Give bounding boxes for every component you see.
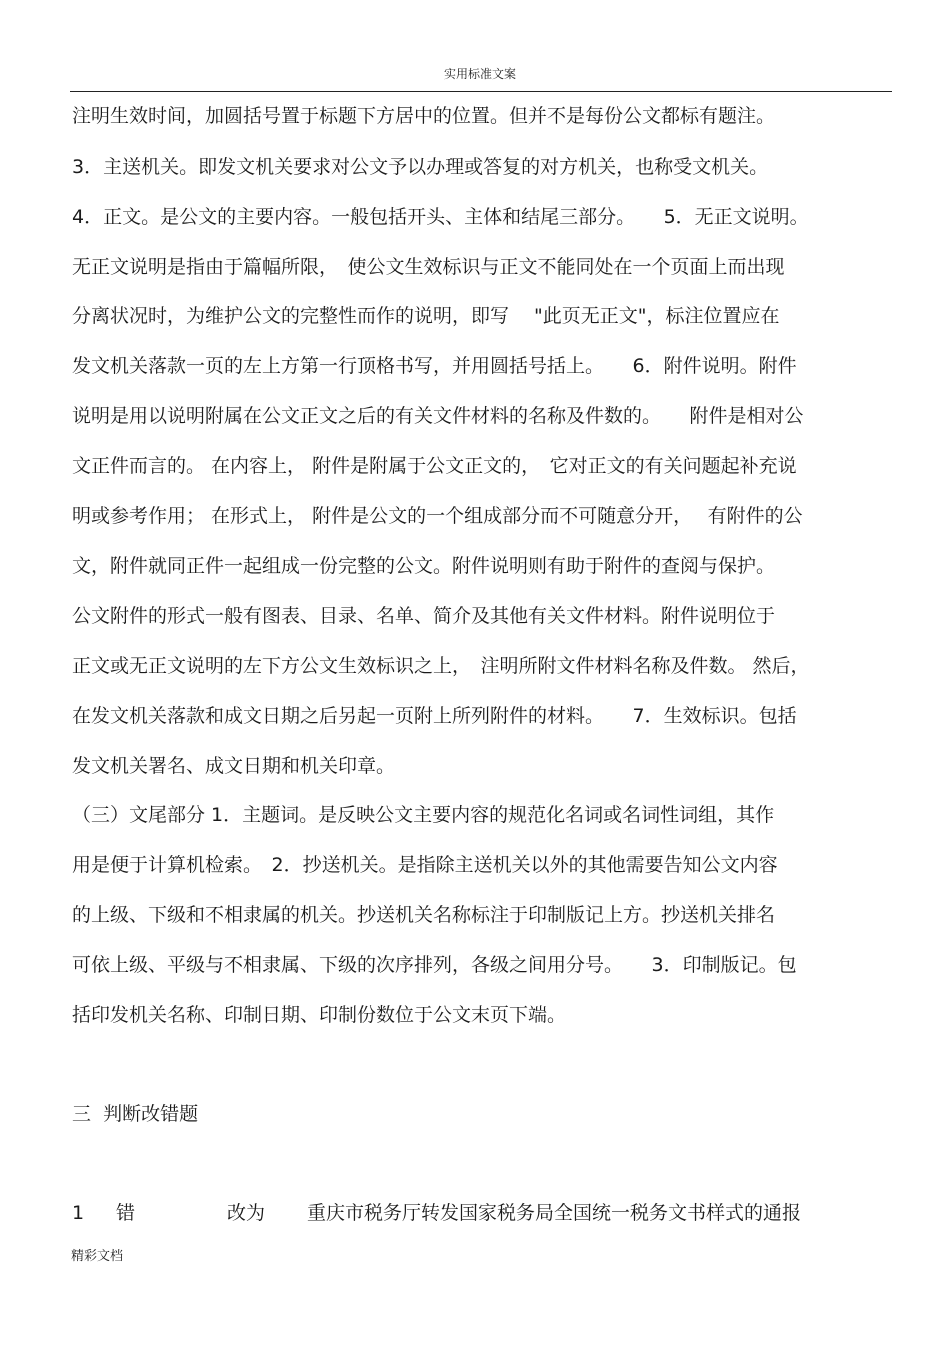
text-line: 文，附件就同正件一起组成一份完整的公文。附件说明则有助于附件的查阅与保护。 [72, 555, 776, 577]
text-line: 公文附件的形式一般有图表、目录、名单、简介及其他有关文件材料。附件说明位于 [72, 605, 776, 627]
text-line: 3．主送机关。即发文机关要求对公文予以办理或答复的对方机关，也称受文机关。 [72, 156, 769, 178]
text-line: 4．正文。是公文的主要内容。一般包括开头、主体和结尾三部分。 5．无正文说明。 [72, 206, 809, 228]
answer-number: 1 [72, 1202, 85, 1224]
answer-verdict: 错 [116, 1202, 136, 1224]
header-divider [70, 91, 892, 92]
section-heading: 三 判断改错题 [72, 1103, 199, 1125]
text-line: 注明生效时间，加圆括号置于标题下方居中的位置。但并不是每份公文都标有题注。 [72, 105, 776, 127]
answer-change-label: 改为 [227, 1202, 266, 1224]
page-header-title: 实用标准文案 [443, 67, 516, 81]
text-line: 正文或无正文说明的左下方公文生效标识之上， 注明所附文件材料名称及件数。 然后， [72, 655, 810, 677]
text-line: 用是便于计算机检索。 2．抄送机关。是指除主送机关以外的其他需要告知公文内容 [72, 854, 778, 876]
text-line: 分离状况时，为维护公文的完整性而作的说明，即写 "此页无正文"，标注位置应在 [72, 305, 780, 327]
text-line: 发文机关署名、成文日期和机关印章。 [72, 755, 396, 777]
text-line: 在发文机关落款和成文日期之后另起一页附上所列附件的材料。 7．生效标识。包括 [72, 705, 797, 727]
text-line: 文正件而言的。 在内容上， 附件是附属于公文正文的， 它对正文的有关问题起补充说 [72, 455, 797, 477]
text-line: 说明是用以说明附属在公文正文之后的有关文件材料的名称及件数的。 附件是相对公 [72, 405, 804, 427]
text-line: 括印发机关名称、印制日期、印制份数位于公文末页下端。 [72, 1004, 567, 1026]
text-line: 明或参考作用； 在形式上， 附件是公文的一个组成部分而不可随意分开， 有附件的公 [72, 505, 803, 527]
text-line: 可依上级、平级与不相隶属、下级的次序排列，各级之间用分号。 3．印制版记。包 [72, 954, 797, 976]
text-line: （三）文尾部分 1．主题词。是反映公文主要内容的规范化名词或名词性词组，其作 [72, 804, 775, 826]
answer-content: 重庆市税务厅转发国家税务局全国统一税务文书样式的通报 [307, 1202, 802, 1224]
text-line: 无正文说明是指由于篇幅所限， 使公文生效标识与正文不能同处在一个页面上而出现 [72, 256, 785, 278]
text-line: 的上级、下级和不相隶属的机关。抄送机关名称标注于印制版记上方。抄送机关排名 [72, 904, 776, 926]
page-footer: 精彩文档 [71, 1249, 124, 1264]
text-line: 发文机关落款一页的左上方第一行顶格书写，并用圆括号括上。 6．附件说明。附件 [72, 355, 797, 377]
